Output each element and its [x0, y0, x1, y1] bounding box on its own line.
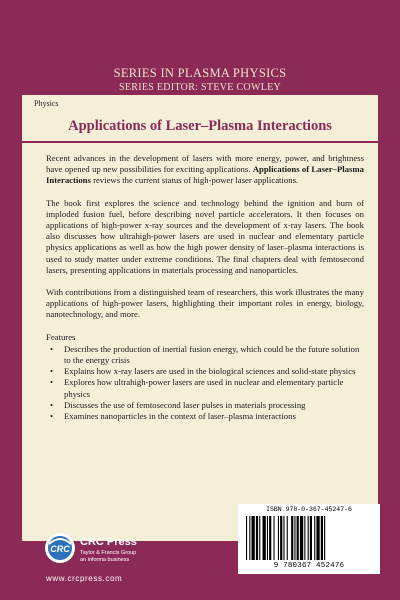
- features-list: [46, 344, 364, 422]
- subject-category: Physics: [34, 99, 59, 108]
- barcode-bars: [244, 516, 374, 562]
- feature-item: • Describes the production of inertial fusion energy, which could be the future solution to the energy crisis: [64, 344, 364, 366]
- title-divider: [22, 141, 378, 143]
- intro-title-bold: Applications of Laser–Plasma Interactions: [46, 164, 364, 186]
- feature-item: • Explains how x-ray lasers are used in the biological sciences and solid-state physics: [64, 366, 364, 377]
- publisher-name: CRC Press: [80, 536, 137, 548]
- series-header: [0, 66, 400, 94]
- intro-text-end: reviews the current status of high-power laser applications.: [90, 175, 299, 186]
- series-name: SERIES IN PLASMA PHYSICS: [113, 66, 287, 80]
- publisher-group: Taylor & Francis Group: [80, 550, 137, 556]
- book-title: Applications of Laser–Plasma Interactions: [68, 118, 332, 134]
- paragraph-intro: [46, 153, 364, 187]
- feature-item: • Discusses the use of femtosecond laser pulses in materials processing: [64, 400, 364, 411]
- series-editor: SERIES EDITOR: STEVE COWLEY: [118, 82, 282, 93]
- intro-text: Recent advances in the development of lasers with more energy, power, and brightness have opened up new possibilities for exciting applications.: [46, 153, 364, 175]
- features-heading: Features: [46, 331, 76, 342]
- content-panel: [22, 95, 378, 541]
- feature-item: • Explores how ultrahigh-power lasers are used in nuclear and elementary particle physics: [64, 377, 364, 399]
- feature-item: • Examines nanoparticles in the context of laser–plasma interactions: [64, 411, 364, 422]
- description-body: [46, 153, 364, 422]
- isbn-label: ISBN 978-0-367-45247-6: [266, 506, 352, 513]
- logo-mark-text: CRC: [50, 544, 70, 554]
- publisher-url[interactable]: www.crcpress.com: [46, 574, 123, 583]
- barcode-digits: 9 780367 452476: [273, 562, 345, 570]
- paragraph-contributions: With contributions from a distinguished team of researchers, this work illustrates the many applications of high-power lasers, highlighting their important roles in energy, biology, nanotechnology, and more.: [46, 287, 364, 320]
- paragraph-overview: The book first explores the science and technology behind the ignition and burn of imploded fusion fuel, before describing novel particle accelerators. It then focuses on applications of high-power x-ray sources and the development of x-ray lasers. The book also discusses how ultrahigh-power lasers are used in nuclear and elementary particle physics applications as well as how the high power density of laser–plasma interactions is used to study matter under extreme conditions. The final chapters deal with femtosecond lasers, presenting applications in materials processing and nanoparticles.: [46, 197, 364, 275]
- publisher-tagline: an informa business: [80, 557, 130, 563]
- barcode: [238, 504, 380, 574]
- crc-logo-icon: [44, 532, 76, 564]
